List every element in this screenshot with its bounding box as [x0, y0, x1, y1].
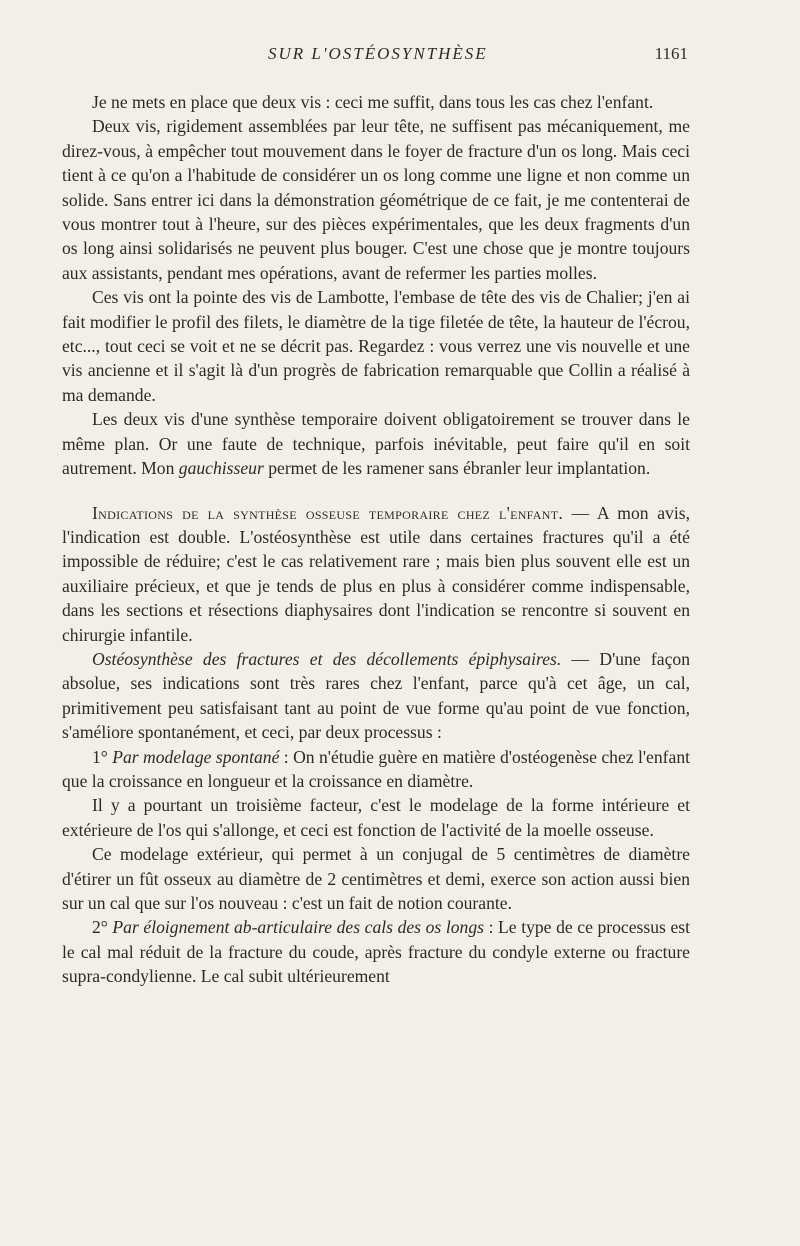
section-heading: Indications de la synthèse osseuse temporaire chez l'enfant. — [92, 502, 564, 523]
page-number: 1161 — [654, 44, 688, 63]
paragraph-text: — A mon avis, l'indication est double. L'ostéosynthèse est utile dans certaines fractures qu'il a été impossible de réduire; c'est le cas relativement rare ; mais bien plus souvent elle est un auxiliaire précieux, et que je tends de plus en plus à considérer comme indispensable, dans les sections et résections diaphysaires dont l'indication se rencontre si souvent en chirurgie infantile. — [62, 502, 690, 645]
paragraph — [62, 285, 690, 407]
italic-term: gauchisseur — [178, 458, 264, 479]
paragraph — [62, 90, 690, 114]
paragraph-text: : Le type de ce processus est le cal mal réduit de la fracture du coude, après fracture du condyle externe ou fracture supra-condylienne. Le cal subit ultérieurement — [62, 917, 691, 987]
paragraph-text: Ce modelage extérieur, qui permet à un conjugal de 5 centimètres de diamètre d'étirer un fût osseux au diamètre de 2 centimètres et demi, exerce son action aussi bien sur un cal que sur l'os nouveau : c'est un fait de notion courante. — [62, 844, 690, 913]
paragraph — [62, 793, 690, 842]
paragraph — [62, 114, 690, 285]
running-title: SUR L'OSTÉOSYNTHÈSE — [268, 44, 488, 63]
paragraph-text: Les deux vis d'une synthèse temporaire doivent obligatoirement se trouver dans le même plan. Or une faute de technique, parfois inévitable, peut faire qu'il en soit autrement. Mon — [62, 409, 690, 479]
paragraph — [62, 745, 690, 794]
list-number: 1° — [92, 746, 113, 767]
paragraph-text: Il y a pourtant un troisième facteur, c'est le modelage de la forme intérieure et extérieure de l'os qui s'allonge, et ceci est fonction de l'activité de la moelle osseuse. — [62, 795, 690, 840]
page-header — [0, 44, 800, 72]
section-paragraph — [62, 501, 690, 647]
italic-term: Par éloignement ab-articulaire des cals des os longs — [112, 917, 484, 938]
body-text — [62, 90, 690, 989]
paragraph-text: — D'une façon absolue, ses indications sont très rares chez l'enfant, parce qu'à cet âge, un cal, primitivement peu satisfaisant tant au point de vue forme qu'au point de vue fonction, s'améliore spontanément, et ceci, par deux processus : — [62, 648, 690, 743]
list-number: 2° — [92, 917, 113, 938]
paragraph-text: permet de les ramener sans ébranler leur implantation. — [263, 458, 651, 479]
paragraph-text: Deux vis, rigidement assemblées par leur tête, ne suffisent pas mécaniquement, me direz-vous, à empêcher tout mouvement dans le foyer de fracture d'un os long. Mais ceci tient à ce qu'on a l'habitude de considérer un os long comme une ligne et non comme un solide. Sans entrer ici dans la démonstration géométrique de ce fait, je me contenterai de vous montrer tout à l'heure, sur des pièces expérimentales, que les deux fragments d'un os long ainsi solidarisés ne peuvent plus bouger. C'est une chose que je montre toujours aux assistants, pendant mes opérations, avant de refermer les parties molles. — [62, 116, 690, 283]
italic-term: Par modelage spontané — [112, 746, 280, 767]
paragraph — [62, 647, 690, 745]
paragraph-text: Je ne mets en place que deux vis : ceci me suffit, dans tous les cas chez l'enfant. — [92, 92, 654, 112]
paragraph-text: Ces vis ont la pointe des vis de Lambotte, l'embase de tête des vis de Chalier; j'en ai fait modifier le profil des filets, le diamètre de la tige filetée de tête, la hauteur de l'écrou, etc..., tout ceci se voit et ne se décrit pas. Regardez : vous verrez une vis nouvelle et une vis ancienne et il s'agit là d'un progrès de fabrication remarquable que Collin a réalisé à ma demande. — [62, 287, 690, 405]
paragraph — [62, 842, 690, 915]
paragraph-text: : On n'étudie guère en matière d'ostéogenèse chez l'enfant que la croissance en longueur et la croissance en diamètre. — [62, 746, 691, 791]
paragraph — [62, 915, 690, 988]
paragraph — [62, 407, 690, 480]
italic-subheading: Ostéosynthèse des fractures et des décollements épiphysaires. — [92, 648, 562, 669]
